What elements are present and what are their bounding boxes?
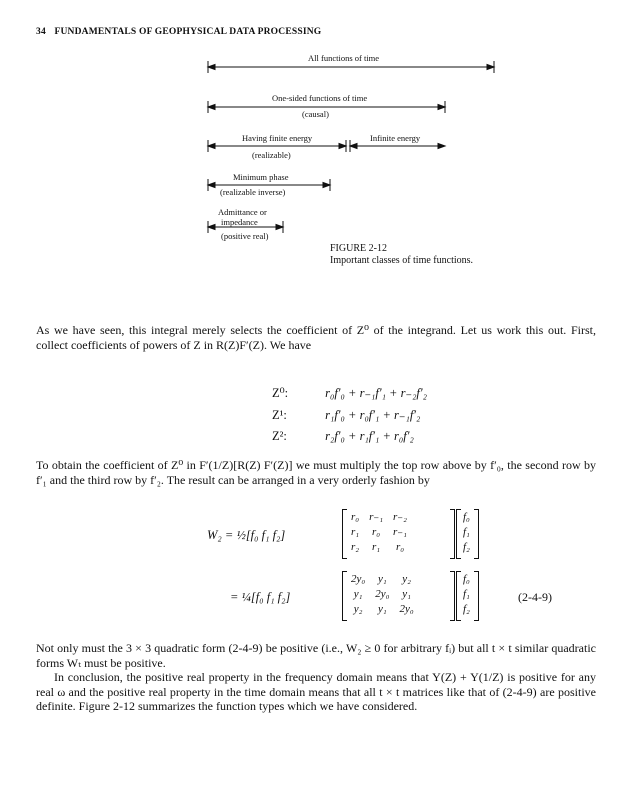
- coeff-row-1-rhs: r₁f′₀ + r₀f′₁ + r₋₁f′₂: [325, 408, 421, 422]
- finite-energy-right-arrow: [339, 144, 346, 149]
- m1-cell: r₋₁: [369, 511, 384, 523]
- m2-cell: y₁: [377, 572, 387, 585]
- paragraph-3-text: Not only must the 3 × 3 quadratic form (2-4-9) be positive (i.e., W₂ ≥ 0 for arbitrary fᵢ) but all t × t similar quadratic forms Wₜ must be positive.: [36, 641, 596, 670]
- m1-cell: r₀: [351, 510, 360, 523]
- m1-cell: r₂: [351, 540, 360, 553]
- label-realizable: (realizable): [252, 150, 291, 160]
- admittance-left-arrow: [208, 225, 215, 230]
- v1-cell: f₀: [463, 510, 470, 523]
- v2-cell: f₁: [463, 587, 470, 600]
- coeff-row-2-rhs: r₂f′₀ + r₁f′₁ + r₀f′₂: [325, 429, 414, 443]
- label-impedance: impedance: [221, 217, 258, 227]
- paragraph-3: [36, 641, 596, 714]
- m1-cell: r₀: [372, 525, 381, 538]
- m2-cell: 2y₀: [351, 572, 366, 585]
- label-one-sided: One-sided functions of time: [272, 93, 368, 103]
- paragraph-2-text: To obtain the coefficient of Z⁰ in F′(1/Z)[R(Z) F′(Z)] we must multiply the top row above by f′₀, the second row by f′₁ and the third row by f′₂. The result can be arranged in a very orderly fashion by: [36, 458, 596, 487]
- m1-cell: r₁: [372, 540, 381, 553]
- finite-energy-left-arrow: [208, 144, 215, 149]
- v1-cell: f₂: [463, 540, 470, 553]
- v2-cell: f₂: [463, 602, 470, 615]
- label-realizable-inverse: (realizable inverse): [220, 187, 286, 197]
- coeff-row-0-lhs: Z⁰:: [272, 386, 289, 400]
- vector-2: [456, 571, 475, 616]
- m2-cell: y₁: [353, 587, 363, 600]
- label-positive-real: (positive real): [221, 231, 269, 241]
- m2-cell: y₁: [377, 602, 387, 615]
- min-phase-left-arrow: [208, 183, 215, 188]
- caption-text: Important classes of time functions.: [330, 255, 474, 266]
- equation-1-lhs: W₂ = ½[f₀ f₁ f₂]: [207, 528, 286, 542]
- m2-cell: 2y₀: [399, 602, 414, 615]
- v2-cell: f₀: [463, 572, 470, 585]
- figure-caption: [330, 243, 473, 267]
- coeff-row-1: [272, 407, 420, 423]
- label-finite-energy: Having finite energy: [242, 133, 313, 143]
- all-functions-left-arrow: [208, 65, 215, 70]
- min-phase-right-arrow: [323, 183, 330, 188]
- matrix-1: [342, 509, 412, 554]
- matrix-1-table: [346, 509, 412, 554]
- label-admittance: Admittance or: [218, 207, 267, 217]
- m2-cell: y₂: [402, 572, 411, 585]
- caption-title: FIGURE 2-12: [330, 243, 387, 254]
- label-infinite-energy: Infinite energy: [370, 133, 421, 143]
- vector-1: [456, 509, 475, 554]
- paragraph-1-text: As we have seen, this integral merely selects the coefficient of Z⁰ of the integrand. Let us work this out. First, collect coefficients of powers of Z in R(Z)F′(Z). We have: [36, 323, 596, 352]
- m2-cell: 2y₀: [375, 587, 390, 600]
- coeff-row-0: [272, 385, 427, 401]
- coeff-row-2-lhs: Z²:: [272, 429, 287, 443]
- label-causal: (causal): [302, 109, 329, 119]
- v1-cell: f₁: [463, 525, 470, 538]
- running-title: FUNDAMENTALS OF GEOPHYSICAL DATA PROCESSING: [54, 27, 322, 37]
- m2-cell: y₂: [353, 602, 363, 615]
- matrix-2: [342, 571, 419, 616]
- label-minimum-phase: Minimum phase: [233, 172, 289, 182]
- coeff-row-1-lhs: Z¹:: [272, 408, 287, 422]
- one-sided-right-arrow: [438, 105, 445, 110]
- m2-cell: y₁: [402, 587, 411, 600]
- one-sided-left-arrow: [208, 105, 215, 110]
- m1-cell: r₀: [395, 540, 405, 553]
- equation-2-lhs: = ¼[f₀ f₁ f₂]: [230, 590, 291, 604]
- all-functions-right-arrow: [487, 65, 494, 70]
- m1-cell: r₁: [351, 525, 360, 538]
- page-number: 34: [36, 27, 46, 37]
- paragraph-2: [36, 458, 596, 487]
- m1-cell: r₋₁: [393, 526, 407, 538]
- admittance-right-arrow: [276, 225, 283, 230]
- paragraph-1: [36, 323, 596, 352]
- m1-cell: r₋₂: [393, 511, 407, 523]
- coeff-row-2: [272, 429, 414, 444]
- equation-label: (2-4-9): [518, 590, 552, 604]
- infinite-energy-right-arrow: [438, 144, 445, 149]
- paragraph-4-text: In conclusion, the positive real property in the frequency domain means that Y(Z) + Y(1/Z) is positive for any real ω and the positive real property in the time domain means that all t × t matrices like that of (2-4-9) are positive definite. Figure 2-12 summarizes the function types which we have considered.: [36, 670, 596, 713]
- label-all-functions: All functions of time: [308, 53, 380, 63]
- coeff-row-0-rhs: r₀f′₀ + r₋₁f′₁ + r₋₂f′₂: [325, 386, 427, 400]
- infinite-energy-left-arrow: [350, 144, 357, 149]
- function-classes-diagram: [0, 0, 620, 240]
